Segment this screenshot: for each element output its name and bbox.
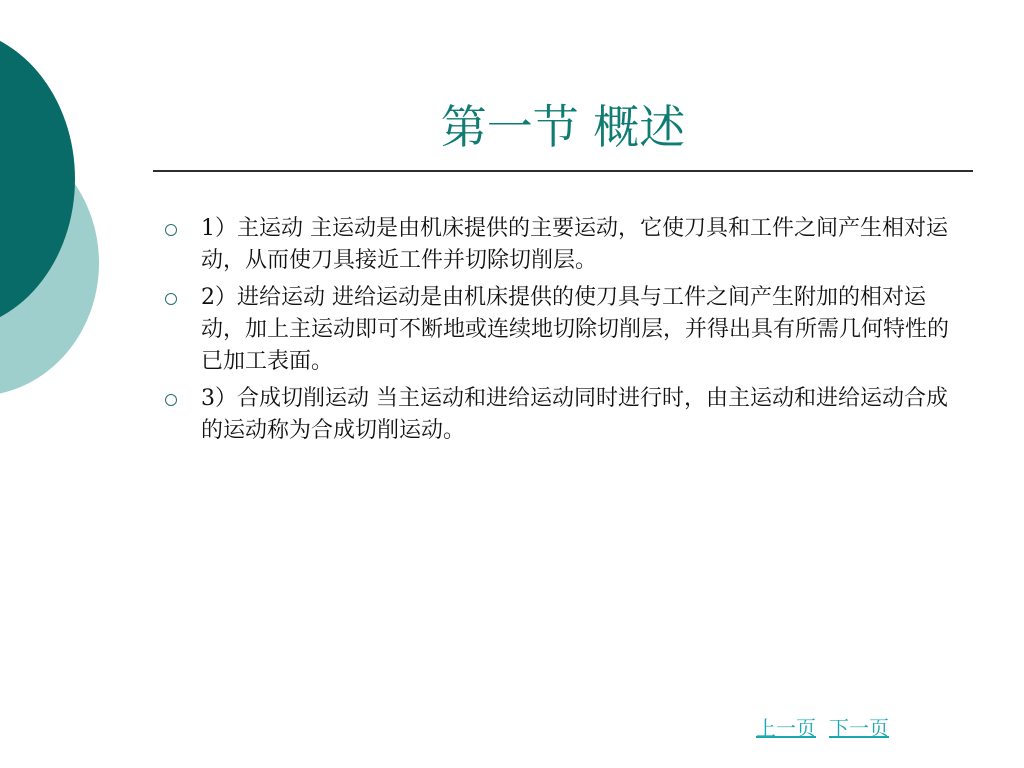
hollow-circle-icon bbox=[165, 293, 177, 305]
bullet-list bbox=[163, 213, 968, 452]
bullet-text: 3）合成切削运动 当主运动和进给运动同时进行时，由主运动和进给运动合成的运动称为合成切削运动。 bbox=[201, 386, 948, 443]
bullet-text: 1）主运动 主运动是由机床提供的主要运动，它使刀具和工件之间产生相对运动，从而使刀具接近工件并切除切削层。 bbox=[201, 216, 948, 273]
bullet-text: 2）进给运动 进给运动是由机床提供的使刀具与工件之间产生附加的相对运动，加上主运动即可不断地或连续地切除切削层，并得出具有所需几何特性的已加工表面。 bbox=[201, 285, 950, 374]
bullet-item-main-motion bbox=[163, 213, 968, 277]
hollow-circle-icon bbox=[165, 394, 177, 406]
slide-title: 第一节 概述 bbox=[440, 100, 686, 154]
bullet-item-feed-motion bbox=[163, 282, 968, 378]
title-divider bbox=[153, 170, 973, 172]
slide-navigation bbox=[756, 714, 889, 742]
hollow-circle-icon bbox=[165, 224, 177, 236]
prev-page-link[interactable]: 上一页 bbox=[756, 716, 816, 740]
bullet-item-resultant-motion bbox=[163, 383, 968, 447]
next-page-link[interactable]: 下一页 bbox=[829, 716, 889, 740]
